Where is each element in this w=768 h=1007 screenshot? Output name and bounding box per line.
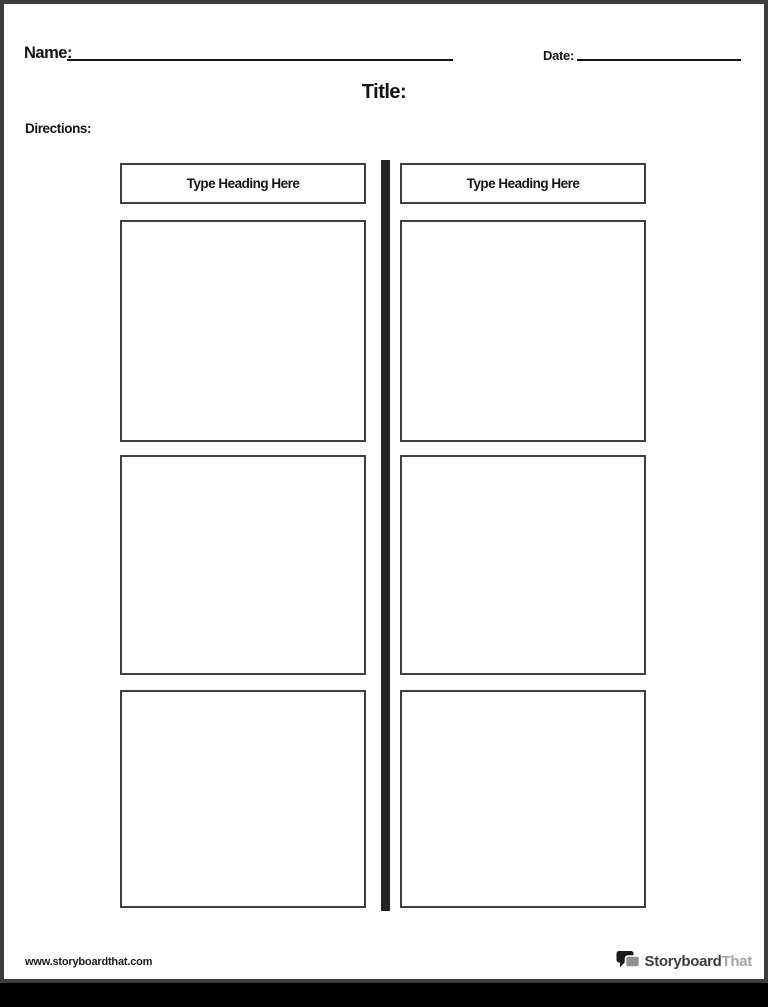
logo-text-secondary: That (721, 952, 752, 970)
storyboardthat-logo[interactable] (615, 947, 752, 975)
content-box[interactable] (120, 690, 366, 908)
heading-box-left[interactable] (120, 163, 366, 204)
heading-text-right: Type Heading Here (466, 176, 580, 191)
logo-text (645, 953, 752, 970)
content-box[interactable] (120, 220, 366, 442)
column-left (120, 163, 366, 912)
column-divider (381, 160, 390, 911)
website-url[interactable]: www.storyboardthat.com (25, 956, 153, 968)
name-input-line[interactable] (67, 39, 453, 61)
date-input-line[interactable] (577, 39, 741, 61)
directions-label: Directions: (25, 121, 92, 136)
title-label: Title: (361, 81, 407, 103)
heading-text-left: Type Heading Here (186, 176, 300, 191)
content-box[interactable] (400, 455, 646, 675)
logo-text-primary: Storyboard (644, 952, 722, 970)
content-box[interactable] (400, 690, 646, 908)
date-label: Date: (543, 48, 575, 63)
content-box[interactable] (120, 455, 366, 675)
content-box[interactable] (400, 220, 646, 442)
column-right (400, 163, 646, 912)
heading-box-right[interactable] (400, 163, 646, 204)
name-label: Name: (24, 44, 72, 62)
speech-bubbles-icon (615, 948, 641, 974)
